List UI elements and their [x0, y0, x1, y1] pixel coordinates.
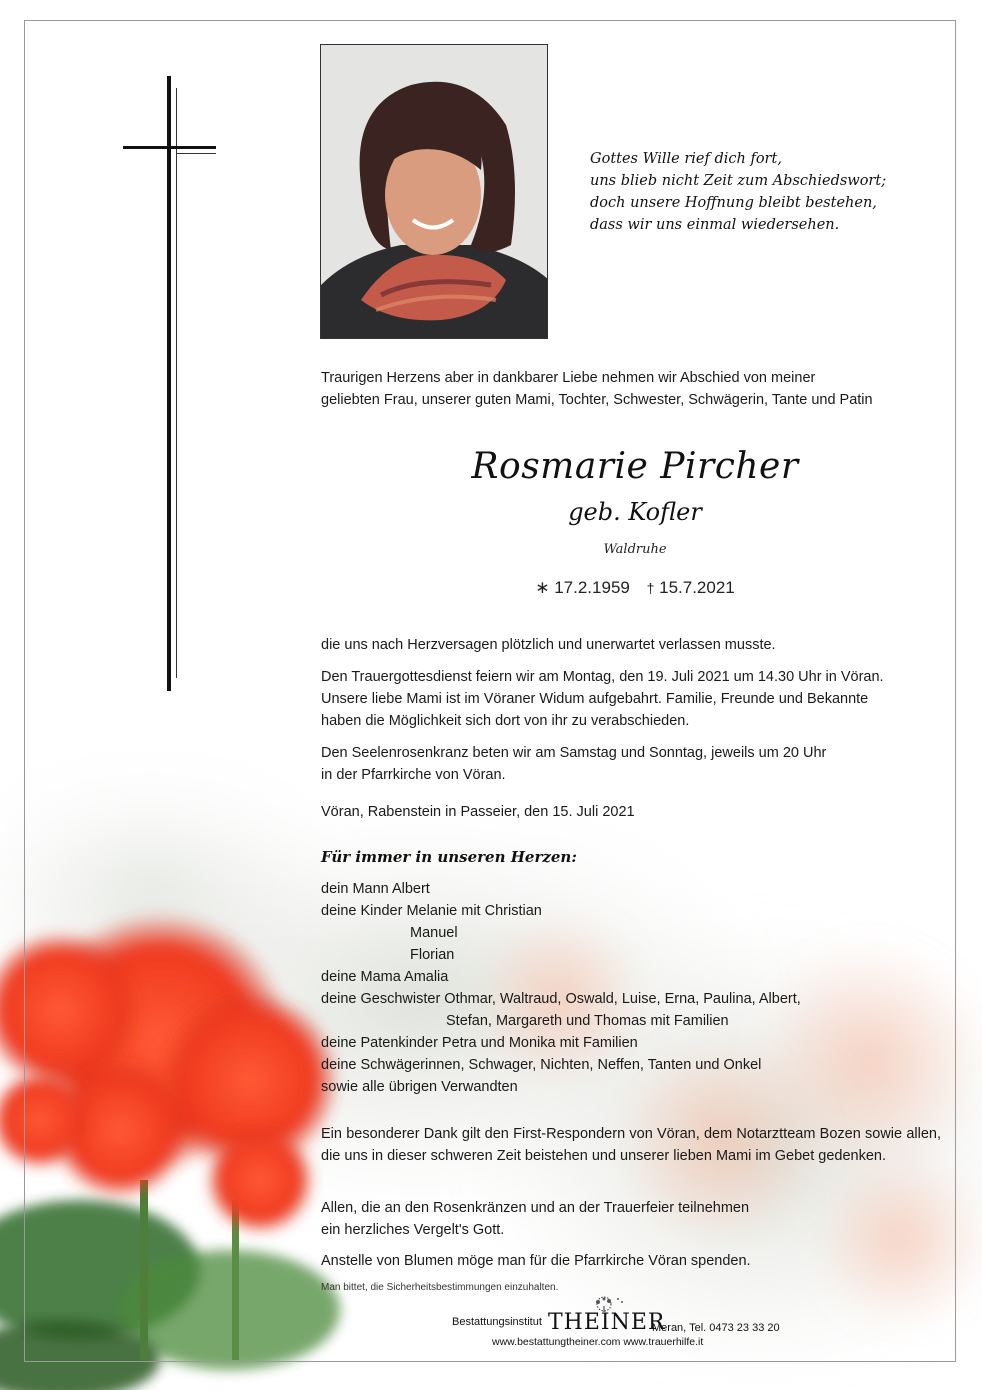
cross-shadow-horizontal: [176, 153, 216, 154]
place-date: Vöran, Rabenstein in Passeier, den 15. Juli 2021: [321, 804, 635, 820]
poem-line: doch unsere Hoffnung bleibt bestehen,: [590, 195, 877, 211]
death-date-value: 15.7.2021: [659, 578, 735, 597]
cause-text: die uns nach Herzversagen plötzlich und unerwartet verlassen musste.: [321, 637, 776, 653]
family-heading: Für immer in unseren Herzen:: [321, 848, 577, 866]
poem-line: dass wir uns einmal wiedersehen.: [590, 217, 840, 233]
family-line: Florian: [410, 947, 455, 963]
cross-shadow-vertical: [176, 88, 177, 678]
poem-line: Gottes Wille rief dich fort,: [590, 151, 782, 167]
footer-brand: THEINER: [548, 1310, 666, 1335]
family-line: sowie alle übrigen Verwandten: [321, 1079, 518, 1095]
service-line: Unsere liebe Mami ist im Vöraner Widum aufgebahrt. Familie, Freunde und Bekannte: [321, 691, 869, 707]
residence: Waldruhe: [603, 542, 667, 557]
footer-websites: www.bestattungtheiner.com www.trauerhilfe.it: [492, 1336, 704, 1348]
poem-line: uns blieb nicht Zeit zum Abschiedswort;: [590, 173, 887, 189]
intro-line: geliebten Frau, unserer guten Mami, Tochter, Schwester, Schwägerin, Tante und Patin: [321, 392, 873, 408]
rosary-line: in der Pfarrkirche von Vöran.: [321, 767, 506, 783]
death-date: [647, 578, 735, 597]
safety-note: Man bittet, die Sicherheitsbestimmungen einzuhalten.: [321, 1282, 559, 1293]
birth-star-icon: ∗: [535, 578, 550, 597]
deceased-name: Rosmarie Pircher: [471, 446, 799, 487]
service-line: haben die Möglichkeit sich dort von ihr zu verabschieden.: [321, 713, 690, 729]
death-cross-icon: †: [646, 580, 655, 596]
life-dates: [350, 578, 920, 598]
participants-line: Allen, die an den Rosenkränzen und an der Trauerfeier teilnehmen: [321, 1200, 750, 1216]
birth-name: geb. Kofler: [568, 498, 702, 526]
family-line: deine Schwägerinnen, Schwager, Nichten, Neffen, Tanten und Onkel: [321, 1057, 762, 1073]
footer-label: Bestattungsinstitut: [452, 1316, 542, 1328]
family-line: dein Mann Albert: [321, 881, 430, 897]
participants-line: ein herzliches Vergelt's Gott.: [321, 1222, 505, 1238]
cross-icon: [167, 76, 171, 691]
family-line: deine Kinder Melanie mit Christian: [321, 903, 542, 919]
poem: [590, 148, 920, 236]
cross-bar: [123, 146, 216, 149]
portrait-photo: [320, 44, 548, 339]
donation-text: Anstelle von Blumen möge man für die Pfarrkirche Vöran spenden.: [321, 1253, 751, 1269]
thanks-text: Ein besonderer Dank gilt den First-Respondern von Vöran, dem Notarztteam Bozen sowie allen, die uns in dieser schweren Zeit beistehen und unserer lieben Mami im Gebet gedenken.: [321, 1126, 941, 1164]
family-line: Manuel: [410, 925, 458, 941]
intro-line: Traurigen Herzens aber in dankbarer Liebe nehmen wir Abschied von meiner: [321, 370, 816, 386]
family-line: deine Mama Amalia: [321, 969, 449, 985]
family-line: deine Patenkinder Petra und Monika mit Familien: [321, 1035, 638, 1051]
birth-date-value: 17.2.1959: [554, 578, 630, 597]
service-line: Den Trauergottesdienst feiern wir am Montag, den 19. Juli 2021 um 14.30 Uhr in Vöran.: [321, 669, 884, 685]
birth-date: [535, 578, 630, 597]
rosary-line: Den Seelenrosenkranz beten wir am Samstag und Sonntag, jeweils um 20 Uhr: [321, 745, 827, 761]
family-line: deine Geschwister Othmar, Waltraud, Oswald, Luise, Erna, Paulina, Albert,: [321, 991, 801, 1007]
family-line: Stefan, Margareth und Thomas mit Familien: [446, 1013, 729, 1029]
footer-contact: Meran, Tel. 0473 23 33 20: [652, 1322, 780, 1334]
